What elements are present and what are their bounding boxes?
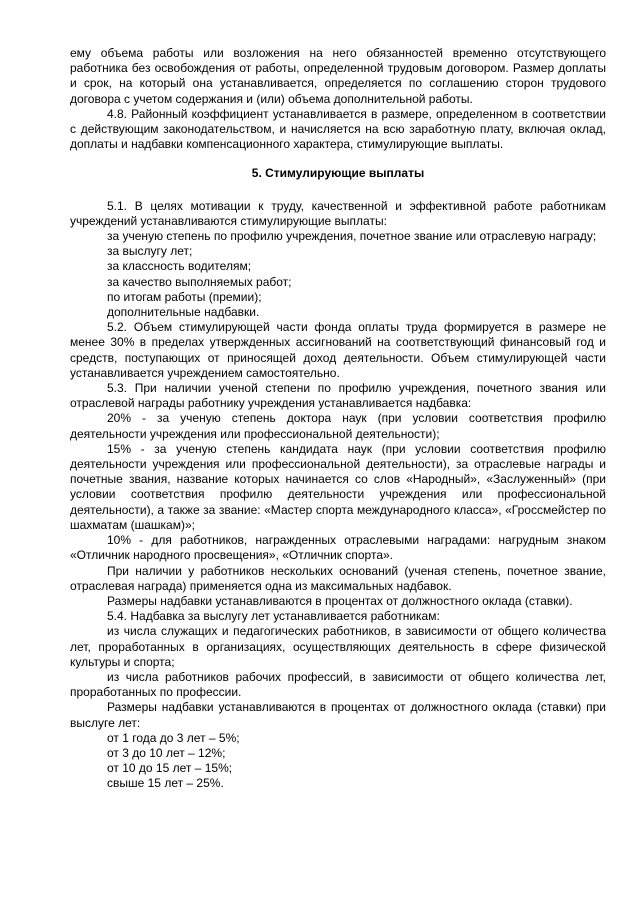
list-item: за ученую степень по профилю учреждения, почетное звание или отраслевую награду; bbox=[107, 229, 597, 244]
clause-5-4-workers: из числа работников рабочих профессий, в зависимости от общего количества лет, проработанных по профессии. bbox=[70, 669, 606, 700]
clause-5-3-sizes: Размеры надбавки устанавливаются в процентах от должностного оклада (ставки). bbox=[107, 593, 573, 608]
list-item: по итогам работы (премии); bbox=[107, 289, 262, 304]
clause-5-3-10pct: 10% - для работников, награжденных отраслевыми наградами: нагрудным знаком «Отличник народного просвещения», «Отличник спорта». bbox=[70, 533, 606, 563]
clause-5-4-sizes: Размеры надбавки устанавливаются в процентах от должностного оклада (ставки) при выслуге лет: bbox=[70, 700, 606, 730]
scale-item: от 10 до 15 лет – 15%; bbox=[107, 761, 233, 776]
clause-5-2: 5.2. Объем стимулирующей части фонда оплаты труда формируется в размере не менее 30% в пределах утвержденных ассигнований на соответствующий финансовый год и средств, поступающих от приносящей доход деятельности. Объем стимулирующей части устанавливается учреждением самостоятельно. bbox=[70, 320, 606, 380]
clause-5-3-multiple: При наличии у работников нескольких оснований (ученая степень, почетное звание, отраслевая награда) применяется одна из максимальных надбавок. bbox=[70, 563, 606, 593]
clause-5-1: 5.1. В целях мотивации к труду, качественной и эффективной работе работникам учреждений устанавливаются стимулирующие выплаты: bbox=[70, 198, 606, 228]
list-item: за выслугу лет; bbox=[107, 244, 193, 259]
clause-4-8: 4.8. Районный коэффициент устанавливается в размере, определенном в соответствии с действующим законодательством, и начисляется на всю заработную плату, включая оклад, доплаты и надбавки компенсационного характера, стимулирующие выплаты. bbox=[70, 106, 606, 152]
scale-item: от 3 до 10 лет – 12%; bbox=[107, 745, 226, 760]
section-title: 5. Стимулирующие выплаты bbox=[251, 166, 425, 181]
clause-5-4-employees: из числа служащих и педагогических работников, в зависимости от общего количества лет, проработанных в организациях, осуществляющих деятельность в сфере физической культуры и спорта; bbox=[70, 624, 606, 669]
list-item: дополнительные надбавки. bbox=[107, 305, 260, 320]
list-item: за классность водителям; bbox=[107, 259, 252, 274]
clause-5-4: 5.4. Надбавка за выслугу лет устанавливается работникам: bbox=[107, 609, 440, 624]
clause-5-3-20pct: 20% - за ученую степень доктора наук (при условии соответствия профилю деятельности учреждения или профессиональной деятельности); bbox=[70, 411, 606, 441]
scale-item: свыше 15 лет – 25%. bbox=[107, 776, 224, 791]
continuation-paragraph: ему объема работы или возложения на него обязанностей временно отсутствующего работника без освобождения от работы, определенной трудовым договором. Размер доплаты и срок, на который она устанавливается, определяется по соглашению сторон трудового договора с учетом содержания и (или) объема дополнительной работы. bbox=[70, 46, 606, 106]
list-item: за качество выполняемых работ; bbox=[107, 274, 292, 289]
clause-5-3-15pct: 15% - за ученую степень кандидата наук (при условии соответствия профилю деятельности учреждения или профессиональной деятельности), за отраслевые награды и почетные звания, название которых начинается со слов «Народный», «Заслуженный» (при условии соответствия профилю деятельности учреждения или профессиональной деятельности), а также за звание: «Мастер спорта международного класса», «Гроссмейстер по шахматам (шашкам)»; bbox=[70, 441, 606, 532]
scale-item: от 1 года до 3 лет – 5%; bbox=[107, 730, 240, 745]
clause-5-3: 5.3. При наличии ученой степени по профилю учреждения, почетного звания или отраслевой награды работнику учреждения устанавливается надбавка: bbox=[70, 381, 606, 411]
